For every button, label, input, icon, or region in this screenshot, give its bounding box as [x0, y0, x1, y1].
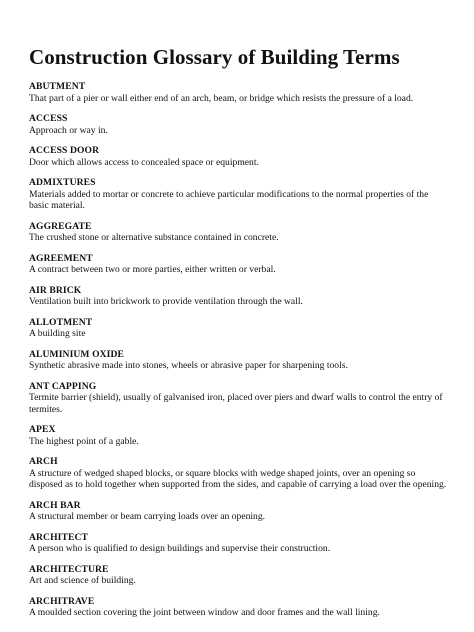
entry-term: ARCH BAR	[29, 499, 81, 511]
glossary-entry-aluminium-oxide	[29, 349, 449, 372]
entry-definition: A structure of wedged shaped blocks, or square blocks with wedge shaped joints, over an opening so disposed as to hold together when supported from the sides, and capable of carrying a load over the opening.	[29, 467, 447, 490]
entry-term: AIR BRICK	[29, 284, 82, 296]
entry-definition: A structural member or beam carrying loads over an opening.	[29, 511, 266, 522]
entry-definition: A contract between two or more parties, either written or verbal.	[29, 264, 276, 275]
entry-definition: The crushed stone or alternative substance contained in concrete.	[29, 232, 279, 243]
entry-term: ABUTMENT	[29, 81, 86, 92]
glossary-entry-air-brick	[29, 285, 449, 308]
entry-term: APEX	[29, 424, 56, 435]
glossary-entry-aggregate	[29, 221, 449, 244]
glossary-entry-abutment	[29, 81, 449, 104]
entry-term: AGREEMENT	[29, 252, 93, 264]
entry-term: ALUMINIUM OXIDE	[29, 348, 125, 360]
glossary-entry-arch-bar	[29, 500, 449, 523]
entry-term: ANT CAPPING	[29, 380, 97, 392]
entry-term: ACCESS	[29, 113, 68, 124]
page-title: Construction Glossary of Building Terms	[29, 45, 400, 69]
entry-term: ARCHITRAVE	[29, 595, 95, 607]
entry-definition: A moulded section covering the joint between window and door frames and the wall lining.	[29, 607, 380, 618]
entry-term: ARCHITECT	[29, 531, 89, 543]
entry-term: ADMIXTURES	[29, 177, 96, 188]
glossary-entry-apex	[29, 424, 449, 447]
entry-definition: Synthetic abrasive made into stones, wheels or abrasive paper for sharpening tools.	[29, 360, 348, 371]
glossary-entry-access	[29, 113, 449, 136]
entry-definition: Door which allows access to concealed space or equipment.	[29, 156, 259, 168]
entry-definition: Materials added to mortar or concrete to achieve particular modifications to the normal properties of the basic material.	[29, 188, 429, 211]
glossary-entry-architecture	[29, 564, 449, 587]
glossary-entry-arch	[29, 456, 449, 491]
entry-definition: Ventilation built into brickwork to provide ventilation through the wall.	[29, 296, 303, 307]
entry-term: ARCH	[29, 456, 58, 467]
entry-definition: Approach or way in.	[29, 124, 108, 136]
glossary-entry-allotment	[29, 317, 449, 340]
glossary-page	[29, 44, 449, 628]
entry-definition: A person who is qualified to design buildings and supervise their construction.	[29, 543, 331, 554]
entry-definition: That part of a pier or wall either end of an arch, beam, or bridge which resists the pressure of a load.	[29, 92, 414, 104]
entry-term: AGGREGATE	[29, 220, 92, 232]
entry-definition: Art and science of building.	[29, 575, 136, 586]
entry-term: ACCESS DOOR	[29, 145, 100, 156]
entry-definition: The highest point of a gable.	[29, 435, 139, 447]
glossary-entry-architect	[29, 532, 449, 555]
glossary-entry-access-door	[29, 145, 449, 168]
glossary-entry-architrave	[29, 596, 449, 619]
glossary-entry-agreement	[29, 253, 449, 276]
entry-term: ALLOTMENT	[29, 316, 93, 328]
glossary-entry-ant-capping	[29, 381, 449, 416]
entry-definition: Termite barrier (shield), usually of galvanised iron, placed over piers and dwarf walls to control the entry of termites.	[29, 392, 443, 415]
entry-term: ARCHITECTURE	[29, 563, 109, 575]
entry-definition: A building site	[29, 328, 86, 339]
glossary-entry-admixtures	[29, 177, 449, 212]
